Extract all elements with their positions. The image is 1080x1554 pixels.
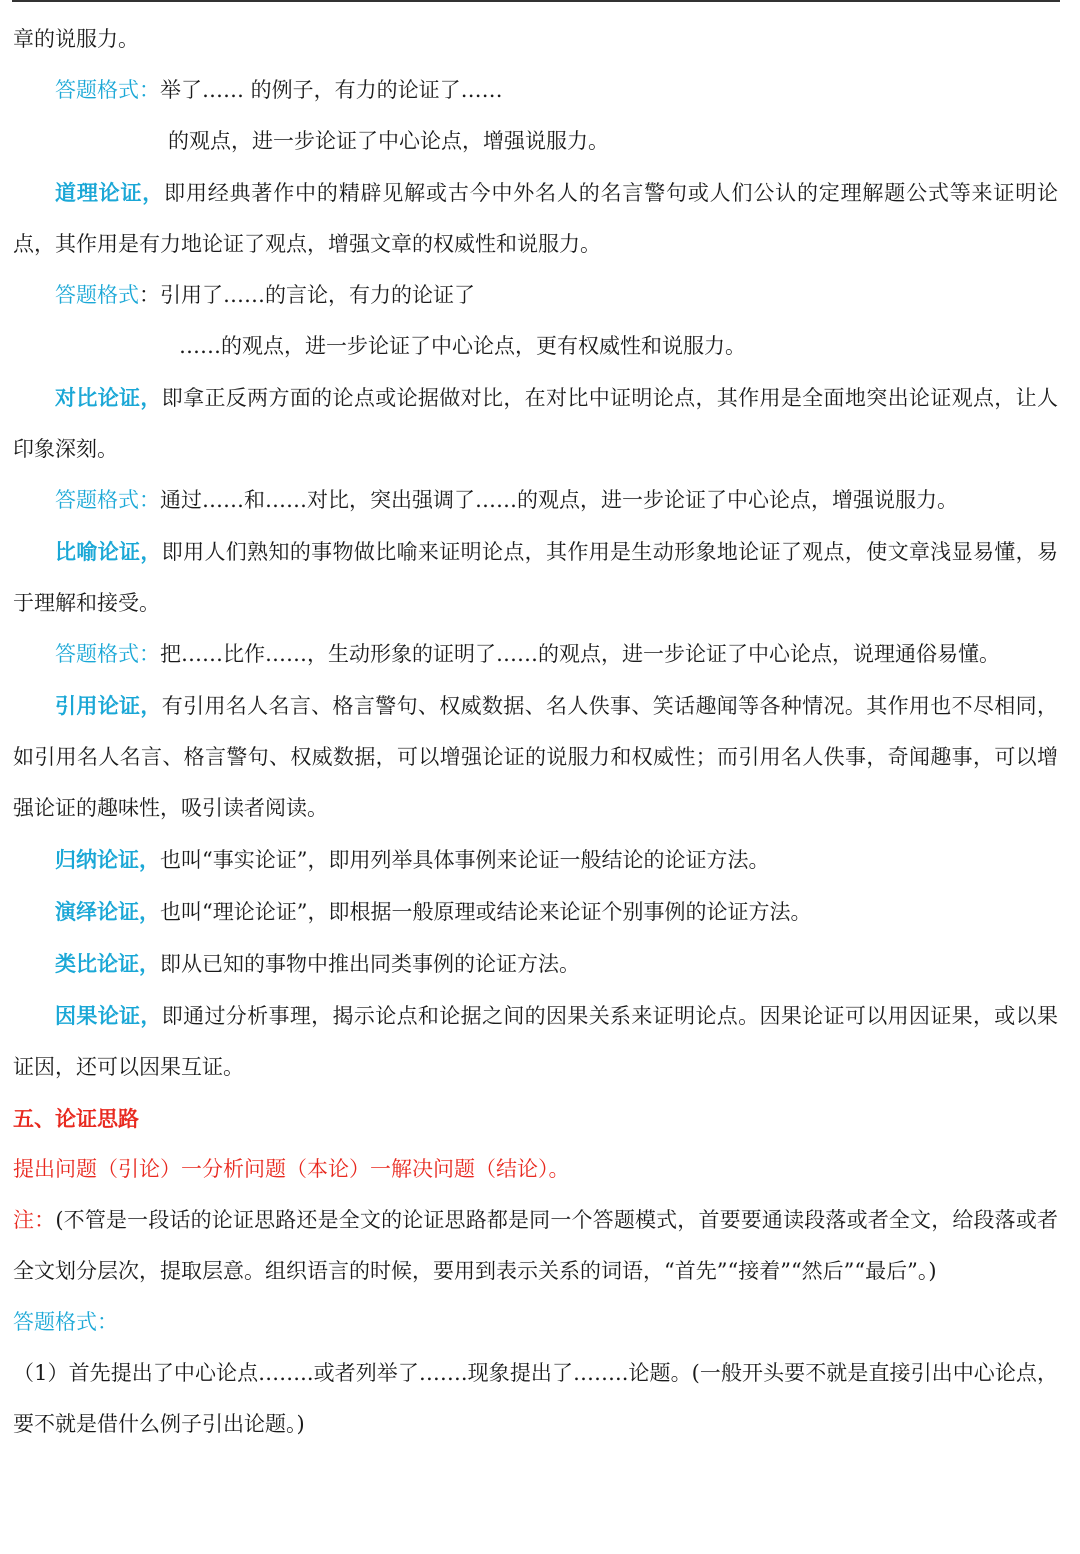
analogy-paragraph bbox=[13, 938, 1058, 990]
section-heading: 五、论证思路 bbox=[13, 1106, 139, 1131]
term-text: 有引用名人名言、格言警句、权威数据、名人佚事、笑话趣闻等各种情况。其作用也不尽相同，如引用名人名言、格言警句、权威数据，可以增强论证的说服力和权威性；而引用名人佚事，奇闻趣事，可以增强论证的趣味性，吸引读者阅读。 bbox=[13, 694, 1059, 820]
example-tail: 章的说服力。 bbox=[13, 27, 139, 51]
term-text: 即通过分析事理，揭示论点和论据之间的因果关系来证明论点。因果论证可以用因证果，或以果证因，还可以因果互证。 bbox=[13, 1004, 1059, 1079]
deduction-paragraph bbox=[13, 886, 1058, 938]
term-text: 也叫“理论论证”，即根据一般原理或结论来论证个别事例的论证方法。 bbox=[160, 900, 812, 924]
format-text: 把……比作……，生动形象的证明了……的观点，进一步论证了中心论点，说理通俗易懂。 bbox=[160, 642, 1000, 666]
term-text: 即拿正反两方面的论点或论据做对比，在对比中证明论点，其作用是全面地突出论证观点，让人印象深刻。 bbox=[13, 386, 1059, 461]
format-text: 举了…… 的例子，有力的论证了…… bbox=[160, 78, 503, 102]
contrast-format bbox=[13, 475, 1058, 526]
term-text: 即用经典著作中的精辟见解或古今中外名人的名言警句或人们公认的定理解题公式等来证明论点，其作用是有力地论证了观点，增强文章的权威性和说服力。 bbox=[13, 181, 1059, 256]
metaphor-paragraph bbox=[13, 526, 1058, 629]
argument-flow: 提出问题（引论）一分析问题（本论）一解决问题（结论）。 bbox=[13, 1157, 570, 1181]
note-text: (不管是一段话的论证思路还是全文的论证思路都是同一个答题模式，首要要通读段落或者全文，给段落或者全文划分层次，提取层意。组织语言的时候，要用到表示关系的词语，“首先”“接着”“然后”“最后”。) bbox=[13, 1208, 1058, 1283]
example-format-line2: 的观点，进一步论证了中心论点，增强说服力。 bbox=[168, 129, 609, 153]
example-format-line1 bbox=[13, 65, 1058, 116]
format-label: 答题格式 bbox=[55, 283, 139, 307]
term-text: 即用人们熟知的事物做比喻来证明论点，其作用是生动形象地论证了观点，使文章浅显易懂，易于理解和接受。 bbox=[13, 540, 1059, 615]
term-label: 道理论证， bbox=[55, 180, 165, 205]
format-label: 答题格式： bbox=[55, 488, 160, 512]
term-text: 也叫“事实论证”，即用列举具体事例来论证一般结论的论证方法。 bbox=[160, 848, 770, 872]
format-label: 答题格式： bbox=[55, 642, 160, 666]
note-label: 注： bbox=[13, 1208, 56, 1232]
reasoning-paragraph bbox=[13, 167, 1058, 270]
induction-paragraph bbox=[13, 834, 1058, 886]
note-paragraph bbox=[13, 1195, 1058, 1297]
reasoning-format-line2: ……的观点，进一步论证了中心论点，更有权威性和说服力。 bbox=[179, 334, 746, 358]
format-item-1: （1）首先提出了中心论点……..或者列举了…….现象提出了……..论题。(一般开头要不就是直接引出中心论点，要不就是借什么例子引出论题。) bbox=[13, 1361, 1058, 1436]
term-label: 对比论证， bbox=[55, 385, 162, 410]
citation-paragraph bbox=[13, 680, 1058, 834]
format-label: 答题格式： bbox=[55, 78, 160, 102]
term-label: 演绎论证， bbox=[55, 899, 160, 924]
term-label: 因果论证， bbox=[55, 1003, 162, 1028]
format-text: 通过……和……对比，突出强调了……的观点，进一步论证了中心论点，增强说服力。 bbox=[160, 488, 958, 512]
term-label: 归纳论证， bbox=[55, 847, 160, 872]
document-body bbox=[13, 14, 1058, 1450]
term-label: 比喻论证， bbox=[55, 539, 162, 564]
reasoning-format-line1 bbox=[13, 270, 1058, 321]
term-text: 即从已知的事物中推出同类事例的论证方法。 bbox=[160, 952, 580, 976]
contrast-paragraph bbox=[13, 372, 1058, 475]
format-text: 引用了……的言论，有力的论证了 bbox=[160, 283, 475, 307]
term-label: 类比论证， bbox=[55, 951, 160, 976]
section-format-label: 答题格式： bbox=[13, 1310, 118, 1334]
header-rule bbox=[12, 0, 1060, 2]
term-label: 引用论证， bbox=[55, 693, 162, 718]
causal-paragraph bbox=[13, 990, 1058, 1093]
metaphor-format bbox=[13, 629, 1058, 680]
format-colon: ： bbox=[139, 283, 160, 307]
